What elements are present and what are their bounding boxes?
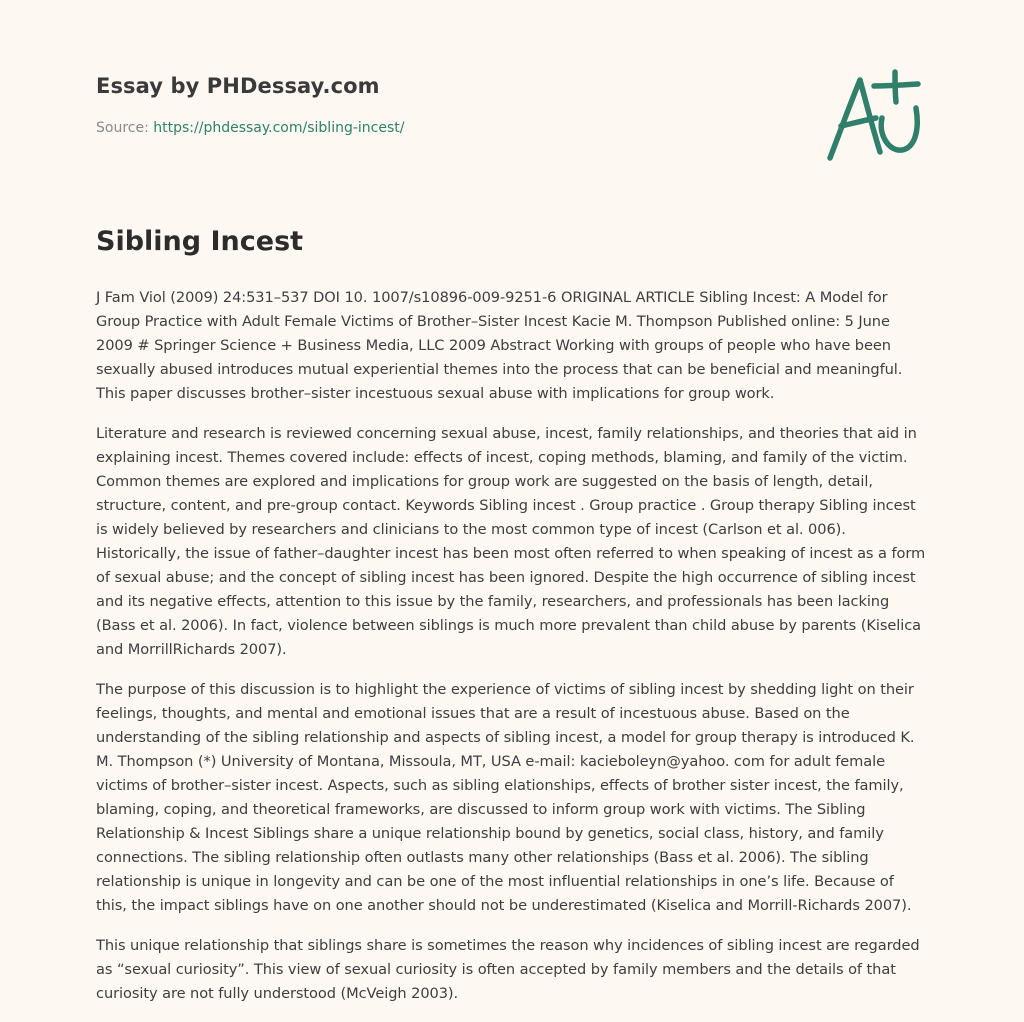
paragraph: J Fam Viol (2009) 24:531–537 DOI 10. 1007/s10896-009-9251-6 ORIGINAL ARTICLE Sibling Incest: A Model for Group Practice with Adult Female Victims of Brother–Sister Incest Kacie M. Thompson Published online: 5 June 2009 # Springer Science + Business Media, LLC 2009 Abstract Working with groups of people who have been sexually abused introduces mutual experiential themes into the process that can be beneficial and meaningful. This paper discusses brother–sister incestuous sexual abuse with implications for group work.	[96, 289, 903, 402]
paragraph: This unique relationship that siblings share is sometimes the reason why incidences of sibling incest are regarded as “sexual curiosity”. This view of sexual curiosity is often accepted by family members and the details of that curiosity are not fully understood (McVeigh 2003).	[96, 937, 920, 1002]
page-header	[96, 74, 716, 136]
source-link[interactable]: https://phdessay.com/sibling-incest/	[153, 120, 405, 136]
article-title: Sibling Incest	[96, 226, 304, 257]
source-label: Source:	[96, 120, 149, 136]
paragraph: The purpose of this discussion is to highlight the experience of victims of sibling incest by shedding light on their feelings, thoughts, and mental and emotional issues that are a result of incestuous abuse. Based on the understanding of the sibling relationship and aspects of sibling incest, a model for group therapy is introduced K. M. Thompson (*) University of Montana, Missoula, MT, USA e-mail: kacieboleyn@yahoo. com for adult female victims of brother–sister incest. Aspects, such as sibling elationships, effects of brother sister incest, the family, blaming, coping, and theoretical frameworks, are discussed to inform group work with victims. The Sibling Relationship & Incest Siblings share a unique relationship bound by genetics, social class, history, and family connections. The sibling relationship often outlasts many other relationships (Bass et al. 2006). The sibling relationship is unique in longevity and can be one of the most influential relationships in one’s life. Because of this, the impact siblings have on one another should not be underestimated (Kiselica and Morrill-Richards 2007).	[96, 681, 915, 914]
brand-title: Essay by PHDessay.com	[96, 74, 380, 98]
article-body	[96, 286, 928, 1022]
source-line	[96, 120, 716, 136]
a-plus-grade-icon	[822, 68, 928, 164]
paragraph: Literature and research is reviewed concerning sexual abuse, incest, family relationships, and theories that aid in explaining incest. Themes covered include: effects of incest, coping methods, blaming, and family of the victim. Common themes are explored and implications for group work are suggested on the basis of length, detail, structure, content, and pre-group contact. Keywords Sibling incest . Group practice . Group therapy Sibling incest is widely believed by researchers and clinicians to the most common type of incest (Carlson et al. 006). Historically, the issue of father–daughter incest has been most often referred to when speaking of incest as a form of sexual abuse; and the concept of sibling incest has been ignored. Despite the high occurrence of sibling incest and its negative effects, attention to this issue by the family, researchers, and professionals has been lacking (Bass et al. 2006). In fact, violence between siblings is much more prevalent than child abuse by parents (Kiselica and MorrillRichards 2007).	[96, 425, 926, 658]
